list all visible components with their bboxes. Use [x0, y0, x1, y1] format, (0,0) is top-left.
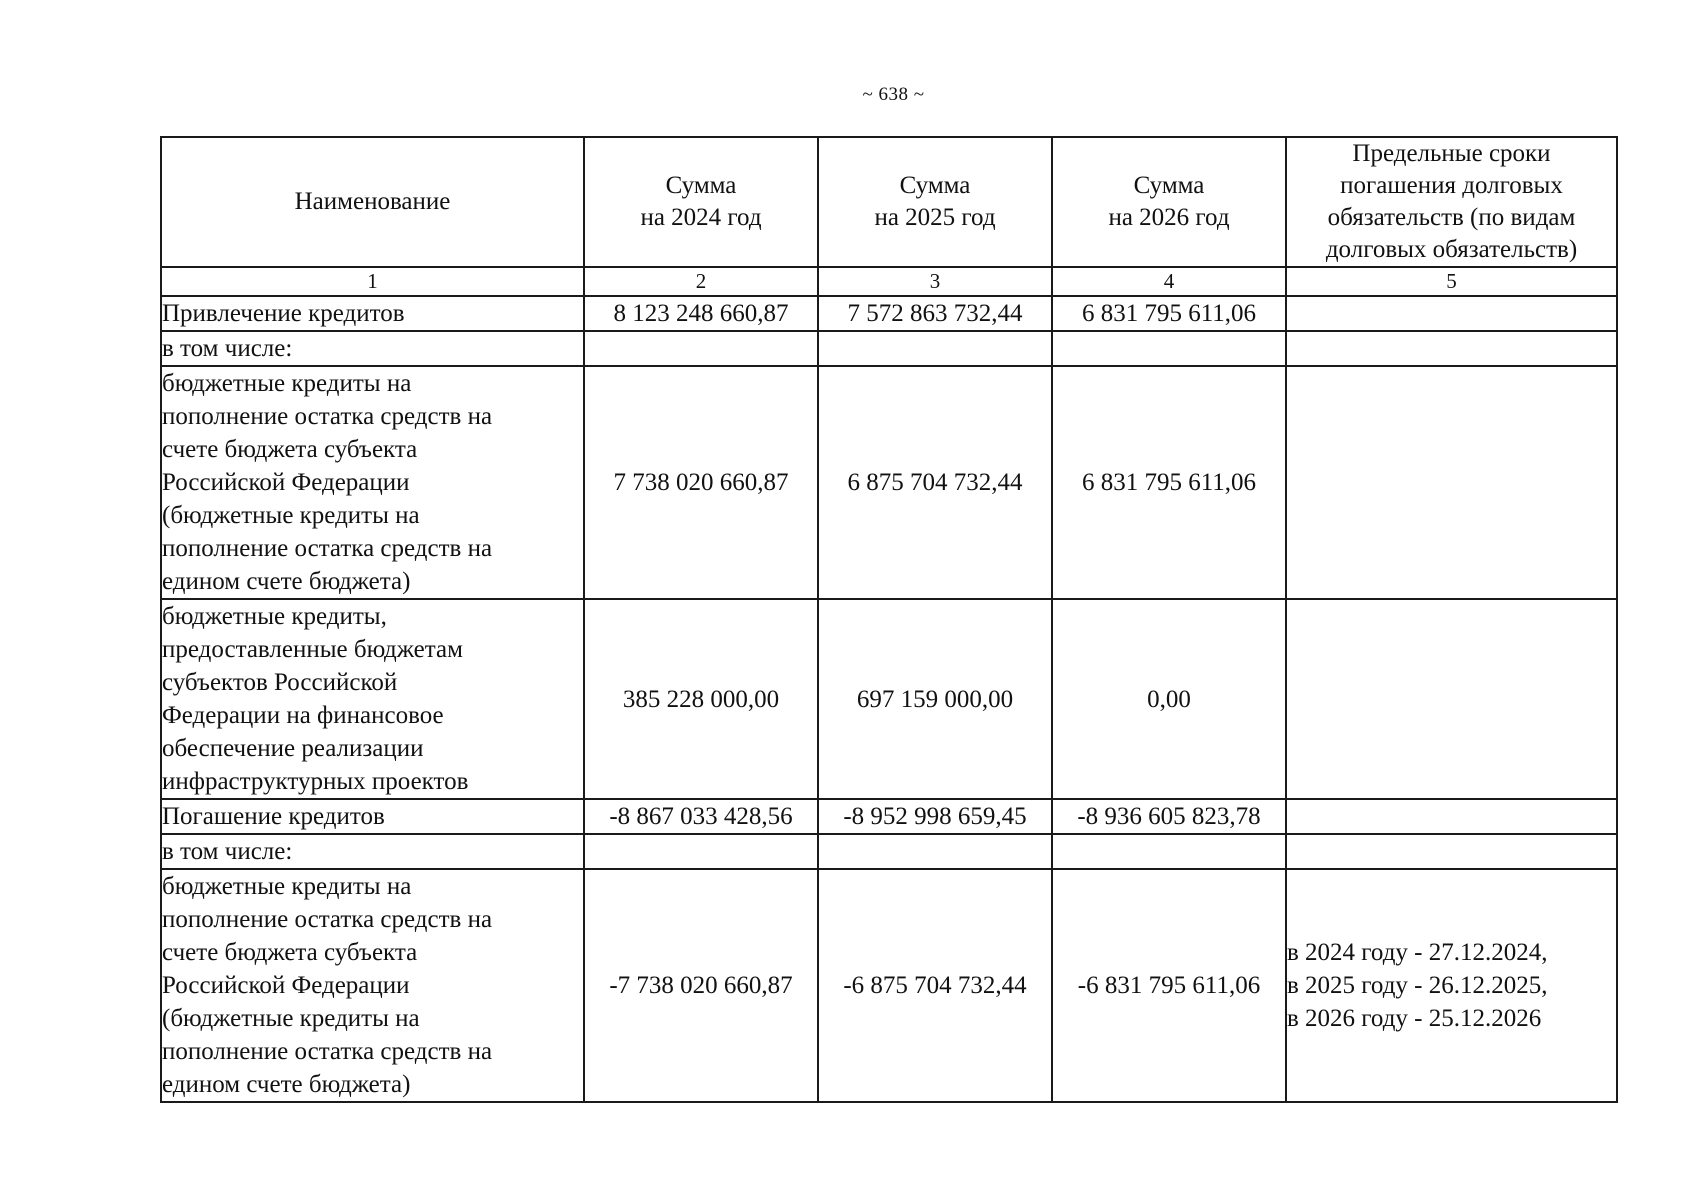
cell-2025: 697 159 000,00 — [818, 599, 1052, 799]
header-sum-2026-line: на 2026 год — [1108, 204, 1230, 231]
table-row — [161, 296, 1617, 331]
row-name-line: Российской Федерации — [162, 972, 410, 999]
row-name-line: бюджетные кредиты, — [162, 603, 387, 630]
row-name-line: Федерации на финансовое — [162, 702, 444, 729]
row-name — [161, 834, 584, 869]
cell-2024: 8 123 248 660,87 — [584, 296, 818, 331]
row-name-line: в том числе: — [162, 838, 293, 865]
cell-2026: -8 936 605 823,78 — [1052, 799, 1286, 834]
row-name-line: в том числе: — [162, 335, 293, 362]
header-sum-2025 — [818, 137, 1052, 267]
column-number: 1 — [161, 267, 584, 296]
row-name — [161, 366, 584, 599]
row-name-line: обеспечение реализации — [162, 735, 424, 762]
cell-2024: 7 738 020 660,87 — [584, 366, 818, 599]
header-terms-line: Предельные сроки — [1352, 140, 1551, 167]
cell-2025: 7 572 863 732,44 — [818, 296, 1052, 331]
row-name-line: Российской Федерации — [162, 469, 410, 496]
table-row — [161, 834, 1617, 869]
cell-terms — [1286, 799, 1617, 834]
table-row — [161, 366, 1617, 599]
cell-2026 — [1052, 834, 1286, 869]
header-terms-line: обязательств (по видам — [1327, 204, 1576, 231]
header-sum-2026 — [1052, 137, 1286, 267]
cell-2025: 6 875 704 732,44 — [818, 366, 1052, 599]
cell-2026: 6 831 795 611,06 — [1052, 296, 1286, 331]
cell-2024 — [584, 331, 818, 366]
row-name-line: бюджетные кредиты на — [162, 370, 412, 397]
cell-2024: -7 738 020 660,87 — [584, 869, 818, 1102]
header-sum-2024 — [584, 137, 818, 267]
header-terms-line: погашения долговых — [1340, 172, 1563, 199]
cell-2025 — [818, 331, 1052, 366]
header-sum-2024-line: на 2024 год — [640, 204, 762, 231]
row-name-line: Погашение кредитов — [162, 803, 385, 830]
row-name — [161, 869, 584, 1102]
header-terms-line: долговых обязательств) — [1325, 236, 1578, 263]
row-name — [161, 599, 584, 799]
header-repayment-terms — [1286, 137, 1617, 267]
row-name-line: пополнение остатка средств на — [162, 1038, 493, 1065]
cell-terms — [1286, 869, 1617, 1102]
header-sum-2024-line: Сумма — [665, 172, 737, 199]
cell-terms — [1286, 366, 1617, 599]
row-name-line: счете бюджета субъекта — [162, 436, 418, 463]
row-name — [161, 331, 584, 366]
row-name — [161, 799, 584, 834]
cell-2024: -8 867 033 428,56 — [584, 799, 818, 834]
cell-2026: 0,00 — [1052, 599, 1286, 799]
table-row — [161, 869, 1617, 1102]
row-name-line: пополнение остатка средств на — [162, 906, 493, 933]
budget-credits-table — [160, 136, 1618, 1103]
column-number: 5 — [1286, 267, 1617, 296]
term-line: в 2026 году - 25.12.2026 — [1287, 1005, 1542, 1032]
header-name — [161, 137, 584, 267]
row-name-line: (бюджетные кредиты на — [162, 502, 420, 529]
cell-2025: -8 952 998 659,45 — [818, 799, 1052, 834]
table-row — [161, 599, 1617, 799]
row-name-line: едином счете бюджета) — [162, 568, 411, 595]
cell-terms — [1286, 331, 1617, 366]
column-number: 3 — [818, 267, 1052, 296]
header-sum-2025-line: на 2025 год — [874, 204, 996, 231]
row-name-line: счете бюджета субъекта — [162, 939, 418, 966]
cell-2026: 6 831 795 611,06 — [1052, 366, 1286, 599]
table-row — [161, 331, 1617, 366]
row-name-line: бюджетные кредиты на — [162, 873, 412, 900]
cell-2026 — [1052, 331, 1286, 366]
column-number: 4 — [1052, 267, 1286, 296]
column-number-row — [161, 267, 1617, 296]
cell-2025 — [818, 834, 1052, 869]
row-name — [161, 296, 584, 331]
row-name-line: инфраструктурных проектов — [162, 768, 469, 795]
row-name-line: Привлечение кредитов — [162, 300, 405, 327]
row-name-line: (бюджетные кредиты на — [162, 1005, 420, 1032]
term-line: в 2025 году - 26.12.2025, — [1287, 972, 1548, 999]
row-name-line: едином счете бюджета) — [162, 1071, 411, 1098]
header-row — [161, 137, 1617, 267]
row-name-line: пополнение остатка средств на — [162, 535, 493, 562]
header-name-text: Наименование — [294, 188, 451, 215]
row-name-line: пополнение остатка средств на — [162, 403, 493, 430]
cell-terms — [1286, 599, 1617, 799]
header-sum-2025-line: Сумма — [899, 172, 971, 199]
term-line: в 2024 году - 27.12.2024, — [1287, 939, 1548, 966]
cell-2025: -6 875 704 732,44 — [818, 869, 1052, 1102]
column-number: 2 — [584, 267, 818, 296]
cell-2024: 385 228 000,00 — [584, 599, 818, 799]
header-sum-2026-line: Сумма — [1133, 172, 1205, 199]
row-name-line: предоставленные бюджетам — [162, 636, 463, 663]
row-name-line: субъектов Российской — [162, 669, 398, 696]
cell-2024 — [584, 834, 818, 869]
page-number: ~ 638 ~ — [862, 84, 925, 105]
cell-terms — [1286, 296, 1617, 331]
cell-2026: -6 831 795 611,06 — [1052, 869, 1286, 1102]
cell-terms — [1286, 834, 1617, 869]
table-row — [161, 799, 1617, 834]
